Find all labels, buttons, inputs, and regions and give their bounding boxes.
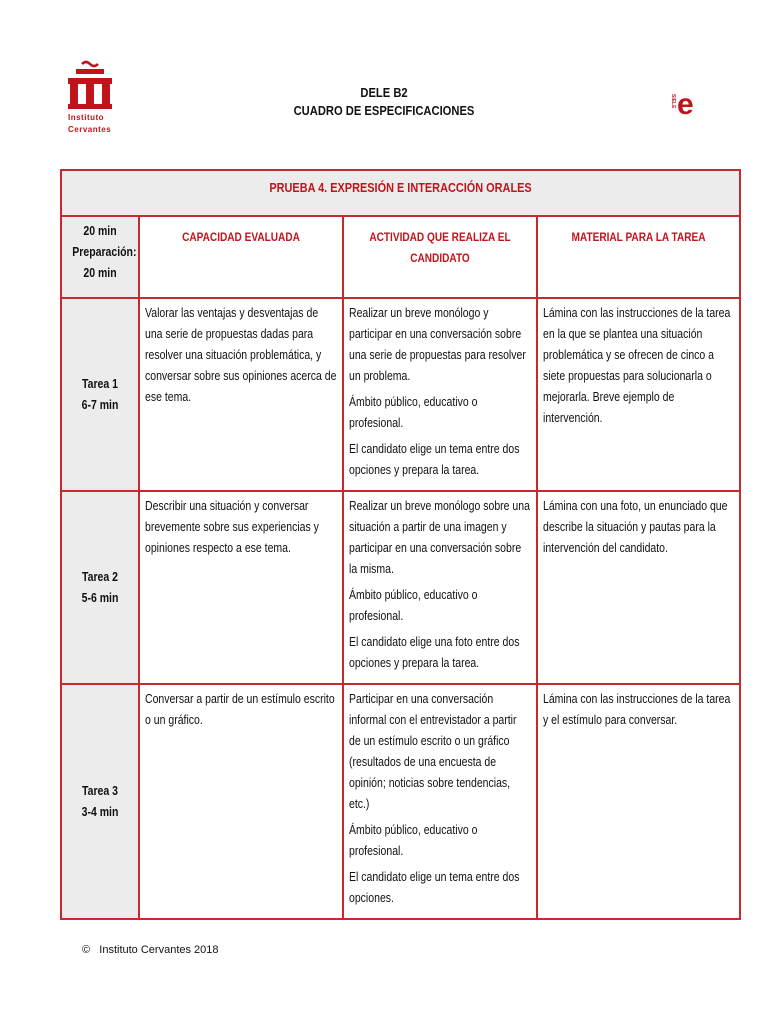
task-time: 3-4 min — [81, 804, 119, 819]
capacity-text: Valorar las ventajas y desventajas de una serie de propuestas dadas para resolver una situación problemática, y conversar sobre sus opiniones acerca de ese tema. — [145, 306, 337, 404]
column-header-material-text: MATERIAL PARA LA TAREA — [571, 230, 706, 244]
table-title-text: PRUEBA 4. EXPRESIÓN E INTERACCIÓN ORALES — [269, 180, 532, 195]
material-text: Lámina con una foto, un enunciado que describe la situación y pautas para la intervención del candidato. — [543, 499, 728, 555]
header-title: CUADRO DE ESPECIFICACIONES — [293, 103, 475, 118]
activity-text — [349, 303, 531, 481]
task-label-text — [72, 374, 127, 416]
copyright-symbol: © — [82, 944, 91, 956]
logo-line-1: Instituto — [68, 113, 105, 122]
time-header-line-2: Preparación: — [72, 245, 137, 259]
material-cell — [537, 684, 740, 919]
specifications-table — [60, 169, 741, 920]
activity-text — [349, 496, 531, 674]
task-label-text — [72, 567, 127, 609]
activity-paragraph: Realizar un breve monólogo y participar en una conversación sobre una serie de propuestas para resolver un problema. — [349, 306, 526, 383]
task-label — [61, 298, 139, 491]
siele-letter: e — [677, 88, 694, 121]
activity-paragraph: Realizar un breve monólogo sobre una situación a partir de una imagen y participar en una conversación sobre la misma. — [349, 499, 530, 576]
material-cell — [537, 491, 740, 684]
activity-paragraph: El candidato elige un tema entre dos opciones. — [349, 870, 520, 905]
capacity-cell — [139, 298, 343, 491]
activity-paragraph: Participar en una conversación informal con el entrevistador a partir de un estímulo escrito o un gráfico (resultados de una encuesta de opinión; noticias sobre tendencias, etc.) — [349, 692, 517, 811]
time-header-line-3: 20 min — [83, 266, 117, 280]
activity-cell — [343, 298, 537, 491]
header-exam-level: DELE B2 — [360, 85, 408, 100]
capacity-cell — [139, 491, 343, 684]
column-header-activity-text: ACTIVIDAD QUE REALIZA EL CANDIDATO — [369, 230, 511, 265]
table-title-row — [61, 170, 740, 216]
document-header — [54, 84, 714, 120]
time-header-line-1: 20 min — [83, 224, 117, 238]
task-label — [61, 684, 139, 919]
column-header-material — [537, 216, 740, 298]
siele-vertical-text: SIELE — [670, 94, 676, 109]
task-time: 6-7 min — [81, 397, 119, 412]
activity-cell — [343, 491, 537, 684]
task-time: 5-6 min — [81, 590, 119, 605]
activity-paragraph: El candidato elige una foto entre dos opciones y prepara la tarea. — [349, 635, 520, 670]
capacity-text: Describir una situación y conversar brevemente sobre sus experiencias y opiniones respecto a ese tema. — [145, 499, 319, 555]
copyright-footer — [82, 944, 219, 956]
activity-text — [349, 689, 531, 909]
activity-paragraph: El candidato elige un tema entre dos opciones y prepara la tarea. — [349, 442, 520, 477]
task-name: Tarea 1 — [81, 376, 118, 391]
activity-paragraph: Ámbito público, educativo o profesional. — [349, 395, 478, 430]
column-header-capacity — [139, 216, 343, 298]
material-text: Lámina con las instrucciones de la tarea y el estímulo para conversar. — [543, 692, 731, 727]
table-row — [61, 491, 740, 684]
activity-paragraph: Ámbito público, educativo o profesional. — [349, 823, 478, 858]
table-row — [61, 684, 740, 919]
task-name: Tarea 3 — [81, 783, 118, 798]
table-header-row — [61, 216, 740, 298]
material-text: Lámina con las instrucciones de la tarea en la que se plantea una situación problemática y se ofrecen de cinco a siete propuestas para solucionarla o mejorarla. Breve ejemplo de intervención. — [543, 306, 731, 425]
table-row — [61, 298, 740, 491]
task-name: Tarea 2 — [81, 569, 118, 584]
capacity-text: Conversar a partir de un estímulo escrito o un gráfico. — [145, 692, 335, 727]
table-title — [61, 170, 740, 216]
material-cell — [537, 298, 740, 491]
logo-line-2: Cervantes — [68, 125, 112, 134]
activity-cell — [343, 684, 537, 919]
column-header-capacity-text: CAPACIDAD EVALUADA — [182, 230, 300, 244]
time-header — [61, 216, 139, 298]
activity-paragraph: Ámbito público, educativo o profesional. — [349, 588, 478, 623]
copyright-text: Instituto Cervantes 2018 — [99, 944, 219, 956]
capacity-cell — [139, 684, 343, 919]
task-label — [61, 491, 139, 684]
task-label-text — [72, 781, 127, 823]
column-header-activity — [343, 216, 537, 298]
time-header-text — [72, 221, 137, 284]
